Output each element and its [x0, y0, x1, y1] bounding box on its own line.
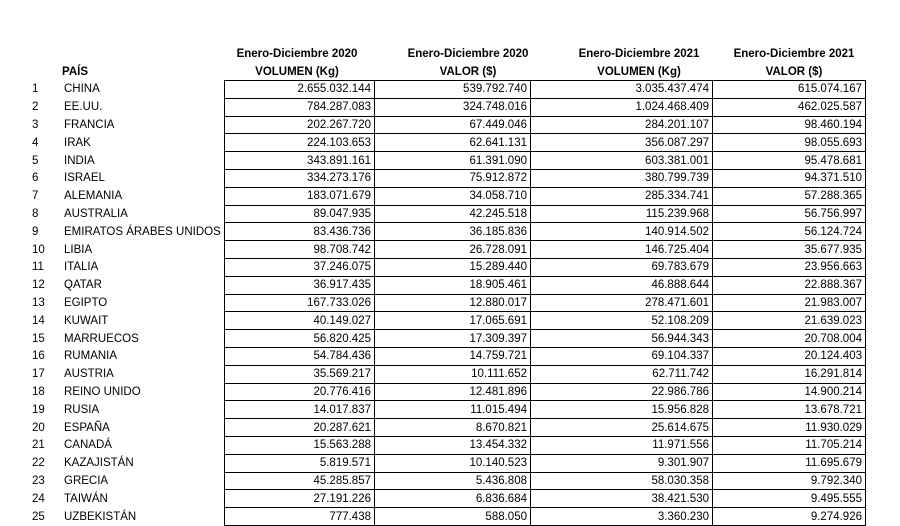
value-2021-cell: 98.460.194	[713, 116, 866, 134]
value-2020-cell: 17.065.691	[375, 312, 531, 330]
value-2020-cell: 588.050	[375, 508, 531, 526]
value-2020-cell: 539.792.740	[375, 81, 531, 99]
volume-2020-cell: 56.820.425	[225, 330, 375, 348]
country-cell: RUSIA	[64, 403, 100, 416]
volume-2021-cell: 140.914.502	[531, 223, 713, 241]
country-cell: UZBEKISTÁN	[64, 510, 137, 523]
volume-2020-cell: 167.733.026	[225, 294, 375, 312]
value-2021-cell: 35.677.935	[713, 241, 866, 259]
country-cell: ITALIA	[64, 261, 99, 274]
value-2021-cell: 56.124.724	[713, 223, 866, 241]
value-2021-cell: 21.983.007	[713, 294, 866, 312]
value-2020-cell: 42.245.518	[375, 205, 531, 223]
table-row	[30, 383, 866, 401]
country-cell: LIBIA	[64, 243, 93, 256]
row-number: 4	[32, 136, 39, 149]
header-col1	[222, 45, 372, 81]
data-table	[30, 80, 866, 526]
volume-2021-cell: 9.301.907	[531, 454, 713, 472]
volume-2020-cell: 5.819.571	[225, 454, 375, 472]
country-cell: ISRAEL	[64, 172, 105, 185]
value-2021-cell: 20.124.403	[713, 347, 866, 365]
value-2021-cell: 9.274.926	[713, 508, 866, 526]
volume-2020-cell: 15.563.288	[225, 436, 375, 454]
table-row	[30, 419, 866, 437]
value-2021-cell: 16.291.814	[713, 365, 866, 383]
header-col1-period: Enero-Diciembre 2020	[236, 48, 358, 60]
value-2021-cell: 56.756.997	[713, 205, 866, 223]
volume-2020-cell: 20.287.621	[225, 419, 375, 437]
volume-2021-cell: 3.035.437.474	[531, 81, 713, 99]
value-2020-cell: 75.912.872	[375, 169, 531, 187]
row-number: 7	[32, 190, 39, 203]
volume-2021-cell: 146.725.404	[531, 241, 713, 259]
volume-2020-cell: 36.917.435	[225, 276, 375, 294]
country-cell: CANADÁ	[64, 439, 112, 452]
row-number: 15	[32, 332, 45, 345]
value-2020-cell: 11.015.494	[375, 401, 531, 419]
volume-2020-cell: 202.267.720	[225, 116, 375, 134]
volume-2020-cell: 54.784.436	[225, 347, 375, 365]
table-row	[30, 276, 866, 294]
value-2020-cell: 62.641.131	[375, 134, 531, 152]
volume-2020-cell: 784.287.083	[225, 98, 375, 116]
table-row	[30, 312, 866, 330]
value-2020-cell: 15.289.440	[375, 258, 531, 276]
volume-2020-cell: 89.047.935	[225, 205, 375, 223]
volume-2020-cell: 2.655.032.144	[225, 81, 375, 99]
table-row	[30, 330, 866, 348]
value-2020-cell: 17.309.397	[375, 330, 531, 348]
value-2020-cell: 324.748.016	[375, 98, 531, 116]
row-number: 9	[32, 225, 39, 238]
volume-2021-cell: 25.614.675	[531, 419, 713, 437]
row-number: 20	[32, 421, 45, 434]
value-2020-cell: 14.759.721	[375, 347, 531, 365]
table-row	[30, 152, 866, 170]
value-2020-cell: 12.481.896	[375, 383, 531, 401]
country-cell: INDIA	[64, 154, 95, 167]
row-number: 18	[32, 385, 45, 398]
table-row	[30, 169, 866, 187]
volume-2021-cell: 22.986.786	[531, 383, 713, 401]
row-number: 19	[32, 403, 45, 416]
value-2020-cell: 10.111.652	[375, 365, 531, 383]
volume-2021-cell: 69.783.679	[531, 258, 713, 276]
volume-2021-cell: 603.381.001	[531, 152, 713, 170]
table-row	[30, 241, 866, 259]
country-cell: RUMANIA	[64, 350, 118, 363]
country-cell: KUWAIT	[64, 314, 109, 327]
header-col2-metric: VALOR ($)	[439, 66, 497, 78]
volume-2021-cell: 58.030.358	[531, 472, 713, 490]
value-2020-cell: 13.454.332	[375, 436, 531, 454]
row-number: 11	[32, 261, 44, 274]
row-number: 5	[32, 154, 39, 167]
volume-2020-cell: 37.246.075	[225, 258, 375, 276]
value-2021-cell: 11.705.214	[713, 436, 866, 454]
value-2020-cell: 12.880.017	[375, 294, 531, 312]
value-2020-cell: 61.391.090	[375, 152, 531, 170]
country-cell: ESPAÑA	[64, 421, 110, 434]
value-2020-cell: 6.836.684	[375, 490, 531, 508]
row-number: 14	[32, 314, 45, 327]
value-2020-cell: 67.449.046	[375, 116, 531, 134]
volume-2020-cell: 45.285.857	[225, 472, 375, 490]
table-row	[30, 116, 866, 134]
volume-2020-cell: 27.191.226	[225, 490, 375, 508]
volume-2020-cell: 343.891.161	[225, 152, 375, 170]
volume-2020-cell: 20.776.416	[225, 383, 375, 401]
volume-2020-cell: 83.436.736	[225, 223, 375, 241]
row-number: 3	[32, 118, 39, 131]
table-row	[30, 81, 866, 99]
value-2021-cell: 23.956.663	[713, 258, 866, 276]
value-2021-cell: 9.792.340	[713, 472, 866, 490]
value-2021-cell: 615.074.167	[713, 81, 866, 99]
volume-2021-cell: 1.024.468.409	[531, 98, 713, 116]
value-2021-cell: 21.639.023	[713, 312, 866, 330]
country-cell: GRECIA	[64, 474, 109, 487]
country-cell: CHINA	[64, 83, 100, 96]
header-col3-metric: VOLUMEN (Kg)	[597, 66, 681, 78]
row-number: 13	[32, 296, 45, 309]
value-2021-cell: 95.478.681	[713, 152, 866, 170]
value-2020-cell: 10.140.523	[375, 454, 531, 472]
row-number: 24	[32, 492, 45, 505]
row-number: 23	[32, 474, 45, 487]
row-number: 6	[32, 172, 39, 185]
table-row	[30, 187, 866, 205]
value-2020-cell: 5.436.808	[375, 472, 531, 490]
value-2021-cell: 94.371.510	[713, 169, 866, 187]
country-cell: QATAR	[64, 279, 102, 292]
table-row	[30, 365, 866, 383]
header-col4-period: Enero-Diciembre 2021	[733, 48, 855, 60]
volume-2020-cell: 40.149.027	[225, 312, 375, 330]
header-col3	[564, 45, 714, 81]
volume-2020-cell: 35.569.217	[225, 365, 375, 383]
volume-2021-cell: 284.201.107	[531, 116, 713, 134]
volume-2020-cell: 14.017.837	[225, 401, 375, 419]
table-row	[30, 98, 866, 116]
table-row	[30, 294, 866, 312]
country-cell: ALEMANIA	[64, 190, 123, 203]
row-number: 16	[32, 350, 45, 363]
value-2020-cell: 26.728.091	[375, 241, 531, 259]
volume-2021-cell: 115.239.968	[531, 205, 713, 223]
table-row	[30, 472, 866, 490]
header-col4	[719, 45, 869, 81]
table-row	[30, 347, 866, 365]
header-col2	[393, 45, 543, 81]
country-cell: AUSTRALIA	[64, 207, 128, 220]
table-row	[30, 205, 866, 223]
volume-2020-cell: 183.071.679	[225, 187, 375, 205]
table-body	[30, 81, 866, 526]
value-2021-cell: 14.900.214	[713, 383, 866, 401]
value-2020-cell: 36.185.836	[375, 223, 531, 241]
table-row	[30, 490, 866, 508]
header-pais: PAÍS	[62, 66, 88, 78]
value-2021-cell: 11.930.029	[713, 419, 866, 437]
header-col1-metric: VOLUMEN (Kg)	[255, 66, 339, 78]
value-2020-cell: 18.905.461	[375, 276, 531, 294]
country-cell: MARRUECOS	[64, 332, 139, 345]
country-cell: REINO UNIDO	[64, 385, 141, 398]
row-number: 10	[32, 243, 45, 256]
value-2020-cell: 34.058.710	[375, 187, 531, 205]
value-2020-cell: 8.670.821	[375, 419, 531, 437]
volume-2021-cell: 3.360.230	[531, 508, 713, 526]
row-number: 21	[32, 439, 45, 452]
header-col3-period: Enero-Diciembre 2021	[578, 48, 700, 60]
country-cell: EE.UU.	[64, 101, 103, 114]
country-cell: IRAK	[64, 136, 91, 149]
volume-2021-cell: 62.711.742	[531, 365, 713, 383]
value-2021-cell: 57.288.365	[713, 187, 866, 205]
volume-2020-cell: 777.438	[225, 508, 375, 526]
volume-2021-cell: 356.087.297	[531, 134, 713, 152]
table-row	[30, 223, 866, 241]
value-2021-cell: 462.025.587	[713, 98, 866, 116]
country-cell: TAIWÁN	[64, 492, 108, 505]
volume-2021-cell: 380.799.739	[531, 169, 713, 187]
table-row	[30, 436, 866, 454]
country-cell: AUSTRIA	[64, 368, 114, 381]
value-2021-cell: 20.708.004	[713, 330, 866, 348]
country-cell: FRANCIA	[64, 118, 115, 131]
value-2021-cell: 9.495.555	[713, 490, 866, 508]
volume-2020-cell: 98.708.742	[225, 241, 375, 259]
value-2021-cell: 11.695.679	[713, 454, 866, 472]
volume-2020-cell: 334.273.176	[225, 169, 375, 187]
row-number: 8	[32, 207, 39, 220]
row-number: 12	[32, 279, 45, 292]
country-cell: EMIRATOS ÁRABES UNIDOS	[64, 225, 221, 238]
header-col2-period: Enero-Diciembre 2020	[407, 48, 529, 60]
row-number: 2	[32, 101, 39, 114]
row-number: 22	[32, 457, 45, 470]
value-2021-cell: 22.888.367	[713, 276, 866, 294]
volume-2021-cell: 11.971.556	[531, 436, 713, 454]
row-number: 17	[32, 368, 45, 381]
volume-2021-cell: 285.334.741	[531, 187, 713, 205]
volume-2021-cell: 52.108.209	[531, 312, 713, 330]
table-row	[30, 401, 866, 419]
value-2021-cell: 13.678.721	[713, 401, 866, 419]
row-number: 1	[32, 83, 39, 96]
value-2021-cell: 98.055.693	[713, 134, 866, 152]
country-cell: EGIPTO	[64, 296, 108, 309]
volume-2021-cell: 56.944.343	[531, 330, 713, 348]
volume-2020-cell: 224.103.653	[225, 134, 375, 152]
volume-2021-cell: 278.471.601	[531, 294, 713, 312]
volume-2021-cell: 46.888.644	[531, 276, 713, 294]
volume-2021-cell: 38.421.530	[531, 490, 713, 508]
table-row	[30, 258, 866, 276]
header-col4-metric: VALOR ($)	[765, 66, 823, 78]
country-cell: KAZAJISTÁN	[64, 457, 134, 470]
row-number: 25	[32, 510, 45, 523]
volume-2021-cell: 15.956.828	[531, 401, 713, 419]
volume-2021-cell: 69.104.337	[531, 347, 713, 365]
table-row	[30, 134, 866, 152]
table-row	[30, 454, 866, 472]
